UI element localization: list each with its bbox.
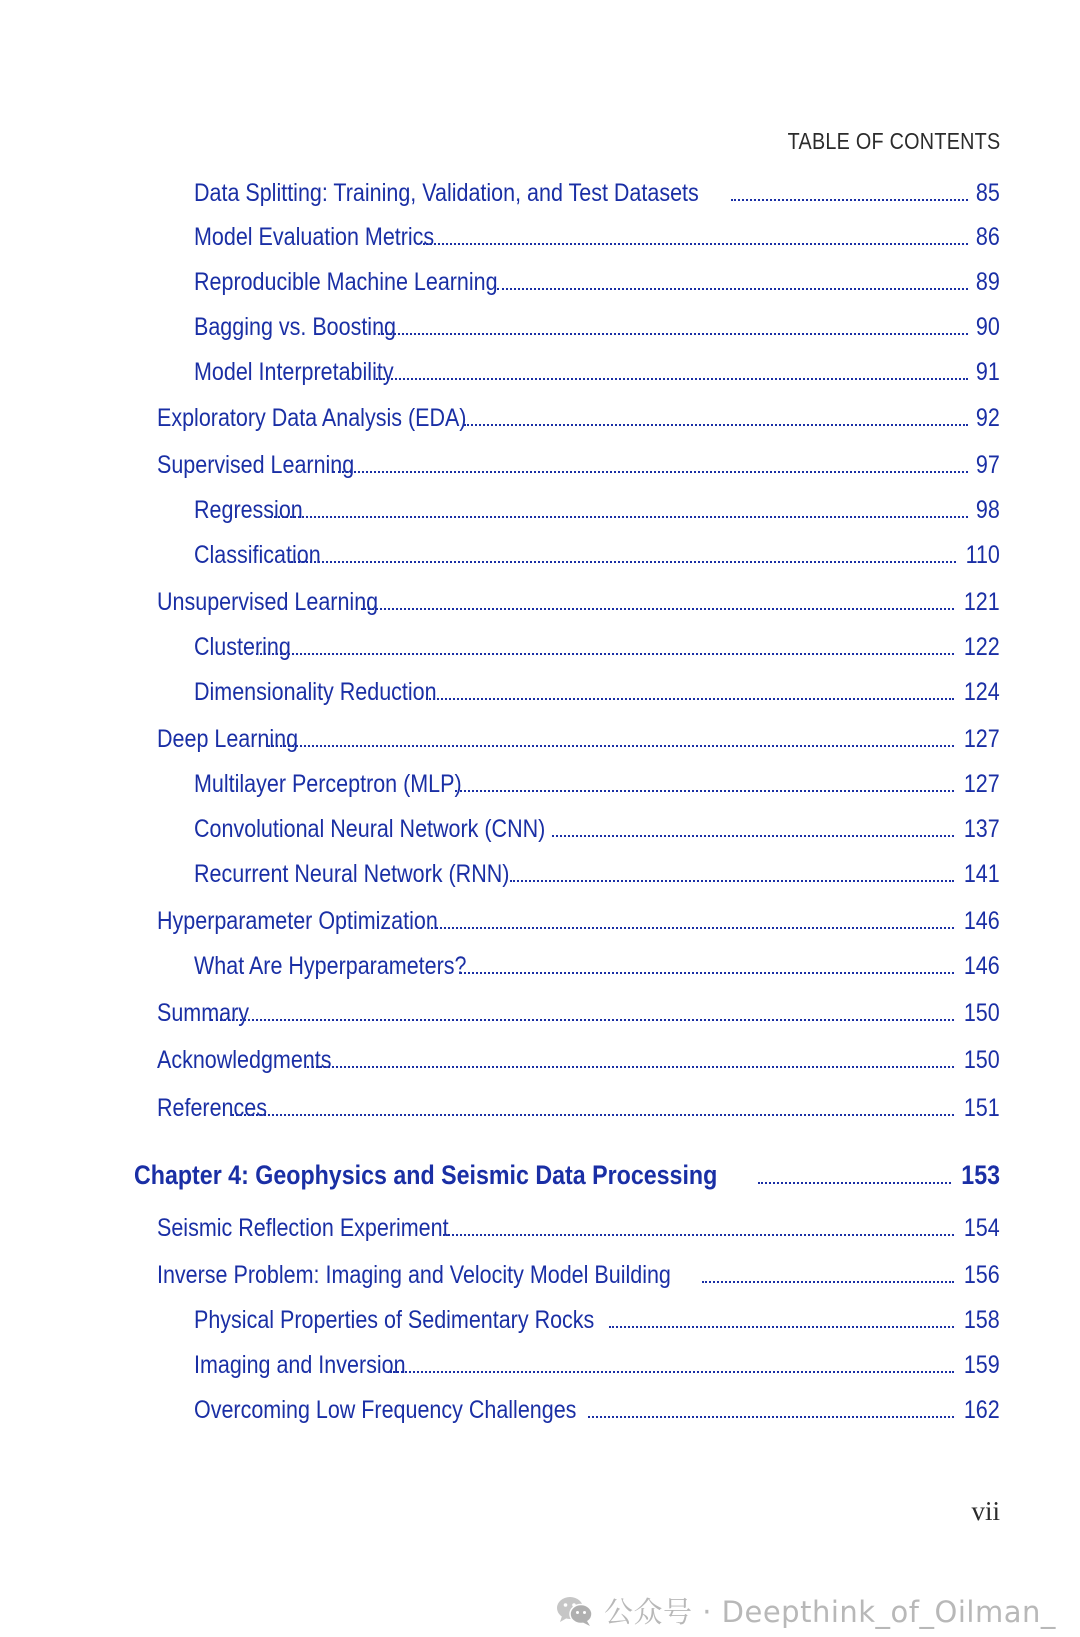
- dot-leader: [390, 1371, 955, 1373]
- dot-leader: [376, 378, 969, 380]
- toc-entry-title: Physical Properties of Sedimentary Rocks: [194, 1306, 595, 1334]
- toc-entry[interactable]: [194, 1304, 1000, 1336]
- dot-leader: [731, 199, 969, 201]
- toc-entry-page: 89: [976, 268, 1000, 296]
- toc-entry[interactable]: [194, 177, 1000, 209]
- toc-entry[interactable]: [194, 311, 1000, 343]
- dot-leader: [455, 790, 954, 792]
- toc-entry-title: Clustering: [194, 633, 291, 661]
- toc-entry[interactable]: [194, 1394, 1000, 1426]
- running-header: TABLE OF CONTENTS: [787, 128, 1000, 154]
- toc-entry-title: Seismic Reflection Experiment: [157, 1214, 449, 1242]
- watermark: [556, 1590, 1056, 1631]
- dot-leader: [232, 1114, 954, 1116]
- toc-entry[interactable]: [157, 1212, 1000, 1244]
- dot-leader: [431, 927, 955, 929]
- toc-entry-page: 150: [964, 999, 1000, 1027]
- dot-leader: [378, 333, 968, 335]
- toc-entry-page: 124: [964, 678, 1000, 706]
- toc-entry-page: 127: [964, 770, 1000, 798]
- toc-entry-page: 150: [964, 1046, 1000, 1074]
- toc-entry-page: 156: [964, 1261, 1000, 1289]
- toc-entry[interactable]: [157, 449, 1000, 481]
- toc-entry-title: Reproducible Machine Learning: [194, 268, 498, 296]
- toc-entry-page: 85: [976, 179, 1000, 207]
- toc-entry[interactable]: [194, 950, 1000, 982]
- dot-leader: [758, 1182, 951, 1184]
- toc-entry-page: 90: [976, 313, 1000, 341]
- dot-leader: [443, 1234, 954, 1236]
- toc-entry-title: What Are Hyperparameters?: [194, 952, 467, 980]
- toc-entry-page: 137: [964, 815, 1000, 843]
- toc-entry-title: Model Interpretability: [194, 358, 394, 386]
- toc-entry-title: Dimensionality Reduction: [194, 678, 437, 706]
- toc-entry[interactable]: [157, 723, 1000, 755]
- dot-leader: [307, 1066, 954, 1068]
- toc-entry-title: Model Evaluation Metrics: [194, 223, 435, 251]
- toc-entry[interactable]: [194, 813, 1000, 845]
- toc-entry-page: 127: [964, 725, 1000, 753]
- dot-leader: [588, 1416, 954, 1418]
- dot-leader: [361, 608, 954, 610]
- dot-leader: [423, 243, 968, 245]
- toc-entry-title: Exploratory Data Analysis (EDA): [157, 404, 467, 432]
- toc-entry[interactable]: [157, 1092, 1000, 1124]
- toc-entry[interactable]: [157, 402, 1000, 434]
- toc-entry-page: 98: [976, 496, 1000, 524]
- toc-entry-title: Convolutional Neural Network (CNN): [194, 815, 546, 843]
- dot-leader: [268, 745, 954, 747]
- toc-entry-page: 92: [976, 404, 1000, 432]
- toc-entry[interactable]: [194, 266, 1000, 298]
- toc-entry-title: Acknowledgments: [157, 1046, 332, 1074]
- toc-entry-page: 159: [964, 1351, 1000, 1379]
- toc-entry[interactable]: [194, 1349, 1000, 1381]
- toc-entry-page: 110: [965, 541, 1000, 569]
- toc-entry-title: Chapter 4: Geophysics and Seismic Data Processing: [134, 1160, 718, 1190]
- dot-leader: [497, 288, 969, 290]
- toc-entry-page: 158: [964, 1306, 1000, 1334]
- toc-entry-title: Unsupervised Learning: [157, 588, 379, 616]
- toc-entry-title: Supervised Learning: [157, 451, 355, 479]
- dot-leader: [552, 835, 954, 837]
- toc-entry-page: 86: [976, 223, 1000, 251]
- toc-entry-title: Inverse Problem: Imaging and Velocity Model Building: [157, 1261, 671, 1289]
- watermark-text: 公众号 · Deepthink_of_Oilman_: [604, 1595, 1056, 1629]
- toc-entry[interactable]: [157, 905, 1000, 937]
- page-number: vii: [971, 1496, 1000, 1526]
- dot-leader: [270, 516, 968, 518]
- toc-entry[interactable]: [194, 494, 1000, 526]
- toc-entry-title: Recurrent Neural Network (RNN): [194, 860, 510, 888]
- dot-leader: [426, 698, 955, 700]
- toc-entry-page: 141: [964, 860, 1000, 888]
- dot-leader: [333, 471, 968, 473]
- dot-leader: [464, 424, 968, 426]
- toc-entry[interactable]: [194, 858, 1000, 890]
- toc-entry-page: 153: [961, 1160, 1000, 1190]
- toc-entry-title: Bagging vs. Boosting: [194, 313, 397, 341]
- toc-entry[interactable]: [157, 1044, 1000, 1076]
- toc-entry-title: Imaging and Inversion: [194, 1351, 406, 1379]
- dot-leader: [510, 880, 954, 882]
- toc-entry-title: Summary: [157, 999, 249, 1027]
- toc-entry[interactable]: [157, 997, 1000, 1029]
- dot-leader: [256, 653, 954, 655]
- toc-entry-page: 151: [964, 1094, 1000, 1122]
- toc-entry[interactable]: [194, 539, 1000, 571]
- toc-entry-page: 91: [976, 358, 1000, 386]
- toc-entry-title: Overcoming Low Frequency Challenges: [194, 1396, 577, 1424]
- toc-entry[interactable]: [194, 631, 1000, 663]
- dot-leader: [609, 1326, 954, 1328]
- toc-entry-title: Multilayer Perceptron (MLP): [194, 770, 462, 798]
- toc-entry-page: 121: [964, 588, 1000, 616]
- toc-entry[interactable]: [194, 356, 1000, 388]
- dot-leader: [291, 561, 956, 563]
- wechat-icon: [556, 1595, 594, 1627]
- toc-entry-page: 146: [964, 952, 1000, 980]
- toc-entry-title: Deep Learning: [157, 725, 299, 753]
- toc-entry-title: Hyperparameter Optimization: [157, 907, 438, 935]
- toc-entry-page: 122: [964, 633, 1000, 661]
- dot-leader: [460, 972, 954, 974]
- toc-entry[interactable]: [194, 221, 1000, 253]
- toc-entry[interactable]: [157, 586, 1000, 618]
- toc-entry-title: Data Splitting: Training, Validation, and Test Datasets: [194, 179, 699, 207]
- toc-entry-page: 154: [964, 1214, 1000, 1242]
- toc-entry-page: 162: [964, 1396, 1000, 1424]
- dot-leader: [211, 1019, 954, 1021]
- dot-leader: [702, 1281, 955, 1283]
- toc-entry-title: Regression: [194, 496, 303, 524]
- toc-entry[interactable]: [194, 676, 1000, 708]
- toc-chapter-entry[interactable]: [134, 1157, 1000, 1193]
- toc-entry-title: References: [157, 1094, 267, 1122]
- toc-entry-page: 97: [976, 451, 1000, 479]
- toc-entry-page: 146: [964, 907, 1000, 935]
- toc-entry-title: Classification: [194, 541, 321, 569]
- toc-entry[interactable]: [157, 1259, 1000, 1291]
- toc-entry[interactable]: [194, 768, 1000, 800]
